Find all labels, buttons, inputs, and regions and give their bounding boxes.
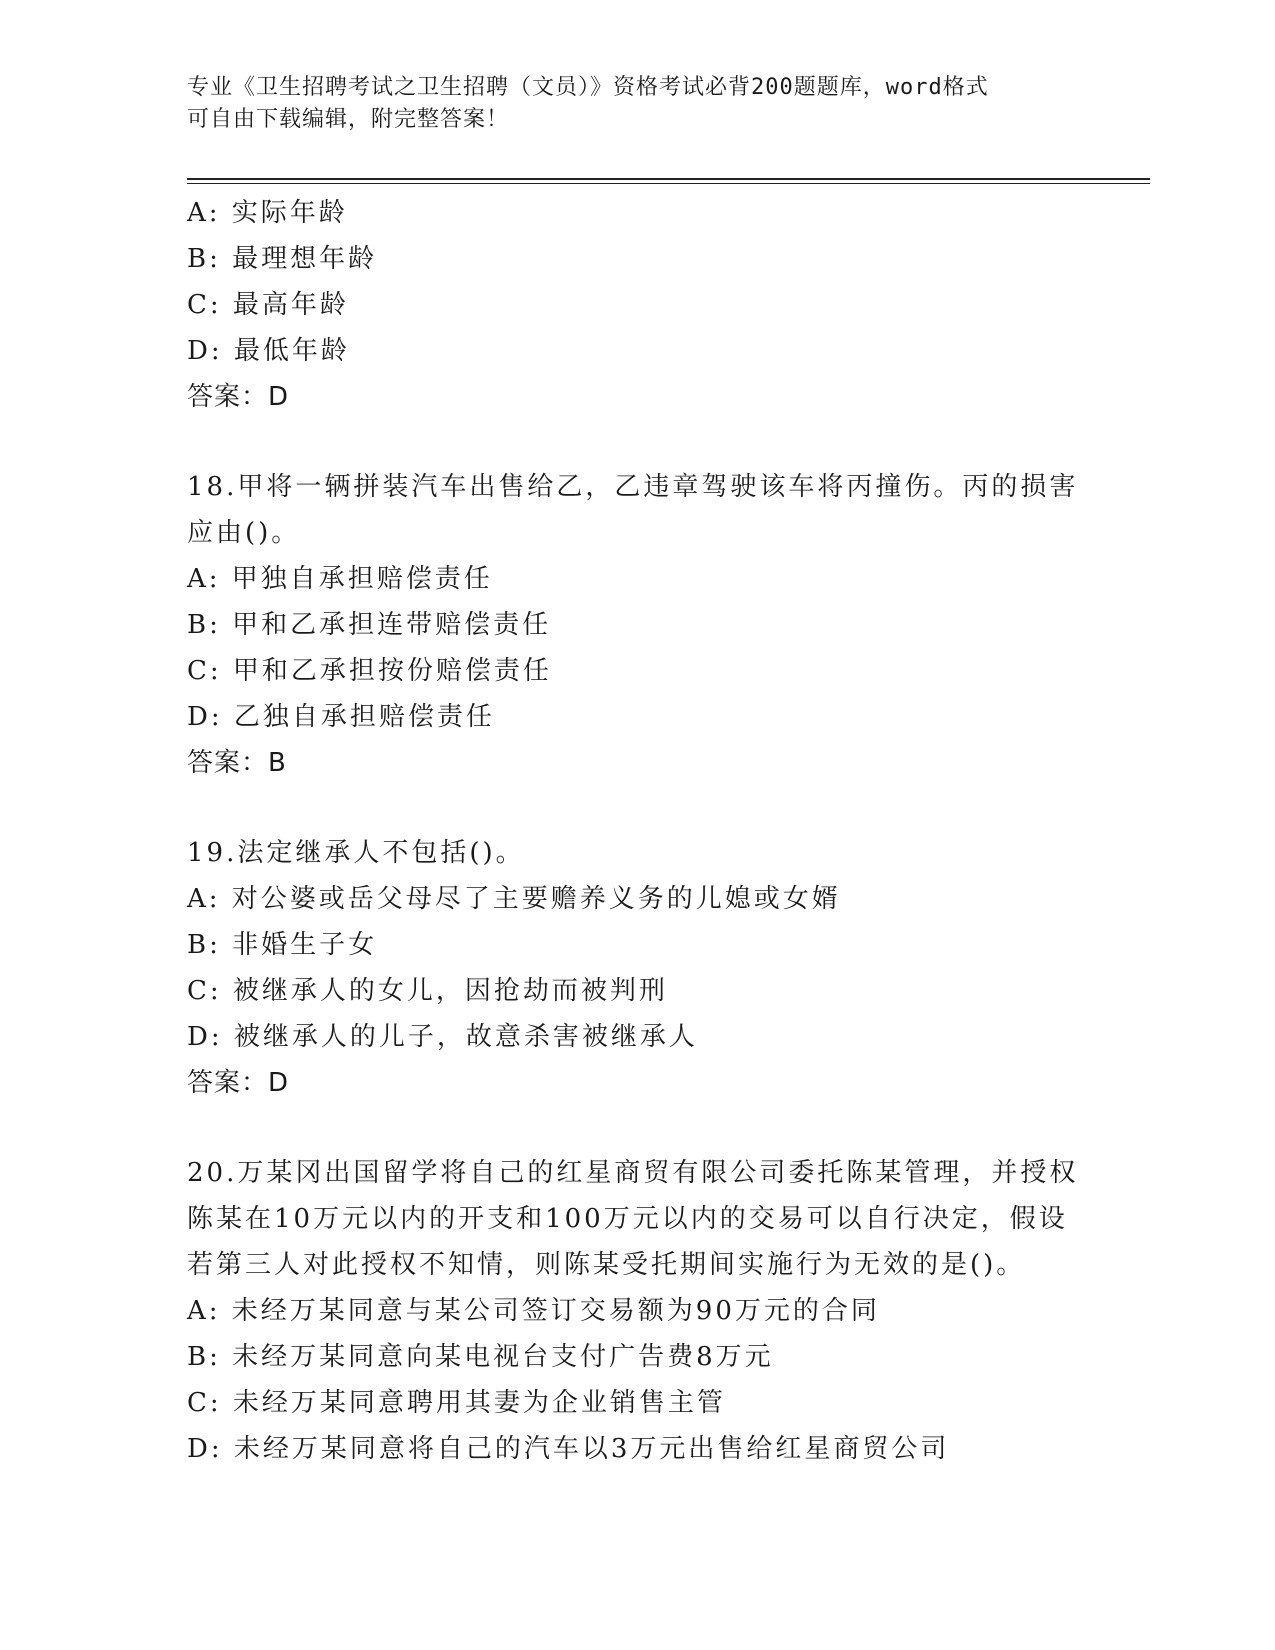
header-rule-thick (187, 178, 1150, 180)
option-c: C: 甲和乙承担按份赔偿责任 (187, 656, 552, 686)
question-stem-line: 18.甲将一辆拼装汽车出售给乙，乙违章驾驶该车将丙撞伤。丙的损害 (187, 472, 1079, 502)
question-18 (187, 464, 1087, 786)
spacer (187, 420, 1087, 464)
option-a: A: 对公婆或岳父母尽了主要赡养义务的儿媳或女婿 (187, 884, 841, 914)
question-17 (187, 190, 1087, 420)
option-d: D: 乙独自承担赔偿责任 (187, 702, 495, 732)
spacer (187, 1106, 1087, 1150)
option-a: A: 未经万某同意与某公司签订交易额为90万元的合同 (187, 1296, 880, 1326)
option-b: B: 非婚生子女 (187, 930, 378, 960)
option-c: C: 被继承人的女儿，因抢劫而被判刑 (187, 976, 668, 1006)
question-19 (187, 830, 1087, 1106)
question-stem-line: 应由()。 (187, 518, 301, 548)
question-20 (187, 1150, 1087, 1472)
option-d: D: 最低年龄 (187, 336, 350, 366)
option-a: A: 甲独自承担赔偿责任 (187, 564, 493, 594)
question-stem-line: 19.法定继承人不包括()。 (187, 838, 525, 868)
question-stem-line: 若第三人对此授权不知情，则陈某受托期间实施行为无效的是()。 (187, 1250, 1026, 1280)
option-b: B: 最理想年龄 (187, 244, 378, 274)
option-c: C: 最高年龄 (187, 290, 349, 320)
document-header (187, 72, 1087, 136)
header-line-2: 可自由下载编辑，附完整答案！ (187, 107, 510, 132)
document-body (187, 190, 1087, 1472)
option-b: B: 未经万某同意向某电视台支付广告费8万元 (187, 1342, 774, 1372)
option-c: C: 未经万某同意聘用其妻为企业销售主管 (187, 1388, 726, 1418)
option-a: A: 实际年龄 (187, 198, 348, 228)
spacer (187, 786, 1087, 830)
question-stem-line: 陈某在10万元以内的开支和100万元以内的交易可以自行决定，假设 (187, 1204, 1068, 1234)
option-b: B: 甲和乙承担连带赔偿责任 (187, 610, 552, 640)
option-d: D: 被继承人的儿子，故意杀害被继承人 (187, 1022, 698, 1052)
header-rule-thin (187, 183, 1150, 184)
answer-line: 答案：B (187, 748, 287, 778)
answer-line: 答案：D (187, 1068, 290, 1098)
header-line-1: 专业《卫生招聘考试之卫生招聘（文员）》资格考试必背200题题库，word格式 (187, 75, 989, 100)
option-d: D: 未经万某同意将自己的汽车以3万元出售给红星商贸公司 (187, 1434, 950, 1464)
question-stem-line: 20.万某冈出国留学将自己的红星商贸有限公司委托陈某管理，并授权 (187, 1158, 1079, 1188)
answer-line: 答案：D (187, 382, 290, 412)
